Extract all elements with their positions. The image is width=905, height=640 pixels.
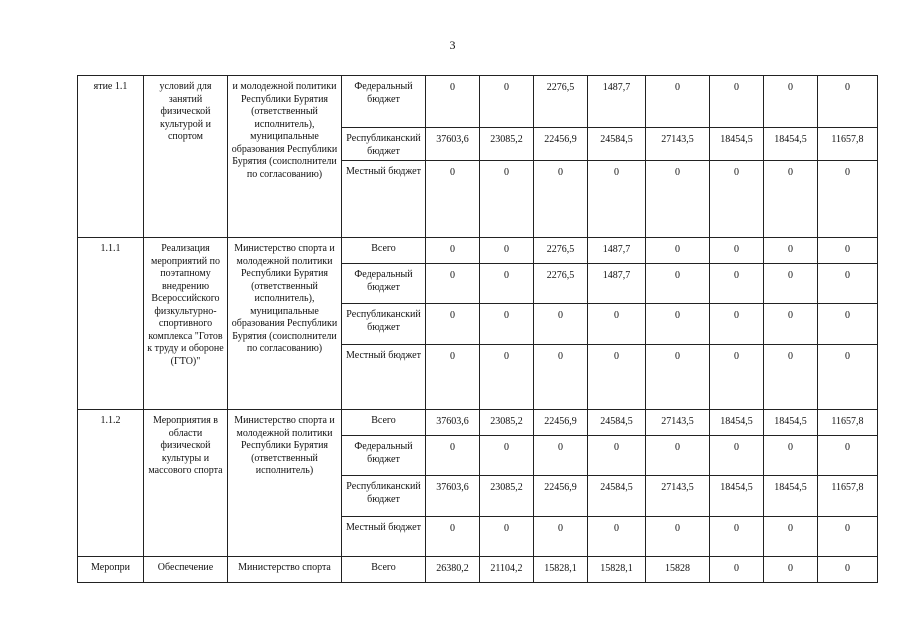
funding-source-cell: Местный бюджет <box>342 345 426 410</box>
value-cell: 37603,6 <box>426 476 480 517</box>
value-cell: 0 <box>818 161 878 238</box>
value-cell: 2276,5 <box>534 76 588 128</box>
value-cell: 0 <box>710 436 764 476</box>
value-cell: 0 <box>480 517 534 557</box>
value-cell: 0 <box>426 304 480 345</box>
funding-source-cell: Местный бюджет <box>342 517 426 557</box>
value-cell: 0 <box>426 264 480 304</box>
value-cell: 37603,6 <box>426 128 480 161</box>
row-name-cell: условий для занятий физической культурой и спортом <box>144 76 228 238</box>
value-cell: 0 <box>646 264 710 304</box>
table-row <box>78 238 878 264</box>
value-cell: 0 <box>764 264 818 304</box>
value-cell: 0 <box>710 161 764 238</box>
funding-source-cell: Всего <box>342 238 426 264</box>
value-cell: 15828,1 <box>588 557 646 583</box>
value-cell: 0 <box>710 238 764 264</box>
value-cell: 11657,8 <box>818 128 878 161</box>
value-cell: 0 <box>534 517 588 557</box>
value-cell: 0 <box>818 436 878 476</box>
value-cell: 0 <box>646 517 710 557</box>
value-cell: 0 <box>818 76 878 128</box>
budget-table-body <box>78 76 878 583</box>
value-cell: 15828,1 <box>534 557 588 583</box>
value-cell: 27143,5 <box>646 476 710 517</box>
value-cell: 23085,2 <box>480 128 534 161</box>
funding-source-cell: Федеральный бюджет <box>342 264 426 304</box>
page-number: 3 <box>449 38 456 52</box>
value-cell: 0 <box>588 345 646 410</box>
value-cell: 18454,5 <box>710 128 764 161</box>
value-cell: 27143,5 <box>646 128 710 161</box>
value-cell: 18454,5 <box>764 128 818 161</box>
value-cell: 11657,8 <box>818 410 878 436</box>
value-cell: 0 <box>764 345 818 410</box>
value-cell: 0 <box>534 436 588 476</box>
value-cell: 0 <box>588 304 646 345</box>
value-cell: 0 <box>480 238 534 264</box>
value-cell: 0 <box>764 238 818 264</box>
value-cell: 0 <box>426 76 480 128</box>
value-cell: 0 <box>646 345 710 410</box>
funding-source-cell: Федеральный бюджет <box>342 76 426 128</box>
value-cell: 0 <box>588 436 646 476</box>
row-executor-cell: Министерство спорта и молодежной политики Республики Бурятия (ответственный исполнитель), муниципальные образования Республики Бурятия (соисполнители по согласованию) <box>228 238 342 410</box>
value-cell: 2276,5 <box>534 264 588 304</box>
value-cell: 24584,5 <box>588 410 646 436</box>
row-executor-cell: и молодежной политики Республики Бурятия (ответственный исполнитель), муниципальные образования Республики Бурятия (соисполнители по согласованию) <box>228 76 342 238</box>
value-cell: 0 <box>426 161 480 238</box>
value-cell: 0 <box>480 76 534 128</box>
value-cell: 23085,2 <box>480 410 534 436</box>
row-name-cell: Обеспечение <box>144 557 228 583</box>
value-cell: 24584,5 <box>588 128 646 161</box>
value-cell: 0 <box>818 238 878 264</box>
row-code-cell: 1.1.1 <box>78 238 144 410</box>
value-cell: 11657,8 <box>818 476 878 517</box>
value-cell: 0 <box>818 264 878 304</box>
value-cell: 26380,2 <box>426 557 480 583</box>
value-cell: 23085,2 <box>480 476 534 517</box>
table-row <box>78 557 878 583</box>
funding-source-cell: Всего <box>342 557 426 583</box>
funding-source-cell: Всего <box>342 410 426 436</box>
value-cell: 21104,2 <box>480 557 534 583</box>
value-cell: 1487,7 <box>588 76 646 128</box>
table-row <box>78 76 878 128</box>
row-code-cell: Меропри <box>78 557 144 583</box>
value-cell: 0 <box>646 161 710 238</box>
row-executor-cell: Министерство спорта и молодежной политики Республики Бурятия (ответственный исполнитель) <box>228 410 342 557</box>
value-cell: 0 <box>480 264 534 304</box>
value-cell: 0 <box>710 76 764 128</box>
value-cell: 1487,7 <box>588 238 646 264</box>
value-cell: 0 <box>818 345 878 410</box>
value-cell: 0 <box>588 161 646 238</box>
value-cell: 18454,5 <box>710 410 764 436</box>
value-cell: 0 <box>710 264 764 304</box>
value-cell: 0 <box>764 517 818 557</box>
budget-table <box>77 75 878 583</box>
value-cell: 22456,9 <box>534 410 588 436</box>
value-cell: 0 <box>426 517 480 557</box>
row-name-cell: Мероприятия в области физической культуры и массового спорта <box>144 410 228 557</box>
value-cell: 0 <box>534 345 588 410</box>
value-cell: 37603,6 <box>426 410 480 436</box>
value-cell: 0 <box>764 304 818 345</box>
value-cell: 0 <box>710 304 764 345</box>
value-cell: 0 <box>426 436 480 476</box>
value-cell: 0 <box>480 304 534 345</box>
value-cell: 18454,5 <box>764 476 818 517</box>
value-cell: 0 <box>480 345 534 410</box>
value-cell: 0 <box>534 161 588 238</box>
funding-source-cell: Местный бюджет <box>342 161 426 238</box>
value-cell: 24584,5 <box>588 476 646 517</box>
table-row <box>78 410 878 436</box>
value-cell: 22456,9 <box>534 476 588 517</box>
value-cell: 0 <box>646 238 710 264</box>
value-cell: 0 <box>480 161 534 238</box>
value-cell: 0 <box>818 517 878 557</box>
value-cell: 0 <box>710 517 764 557</box>
funding-source-cell: Республиканский бюджет <box>342 476 426 517</box>
value-cell: 0 <box>426 238 480 264</box>
value-cell: 18454,5 <box>764 410 818 436</box>
value-cell: 27143,5 <box>646 410 710 436</box>
row-name-cell: Реализация мероприятий по поэтапному внедрению Всероссийского физкультурно-спортивного комплекса "Готов к труду и обороне (ГТО)" <box>144 238 228 410</box>
value-cell: 0 <box>710 557 764 583</box>
value-cell: 0 <box>534 304 588 345</box>
value-cell: 0 <box>710 345 764 410</box>
row-code-cell: ятие 1.1 <box>78 76 144 238</box>
value-cell: 0 <box>646 304 710 345</box>
value-cell: 22456,9 <box>534 128 588 161</box>
value-cell: 0 <box>764 557 818 583</box>
value-cell: 0 <box>764 436 818 476</box>
value-cell: 0 <box>764 161 818 238</box>
funding-source-cell: Республиканский бюджет <box>342 304 426 345</box>
value-cell: 0 <box>646 436 710 476</box>
row-executor-cell: Министерство спорта <box>228 557 342 583</box>
value-cell: 0 <box>818 304 878 345</box>
value-cell: 1487,7 <box>588 264 646 304</box>
value-cell: 2276,5 <box>534 238 588 264</box>
value-cell: 0 <box>588 517 646 557</box>
value-cell: 0 <box>764 76 818 128</box>
value-cell: 15828 <box>646 557 710 583</box>
value-cell: 18454,5 <box>710 476 764 517</box>
value-cell: 0 <box>818 557 878 583</box>
row-code-cell: 1.1.2 <box>78 410 144 557</box>
value-cell: 0 <box>480 436 534 476</box>
funding-source-cell: Федеральный бюджет <box>342 436 426 476</box>
value-cell: 0 <box>646 76 710 128</box>
funding-source-cell: Республиканский бюджет <box>342 128 426 161</box>
value-cell: 0 <box>426 345 480 410</box>
